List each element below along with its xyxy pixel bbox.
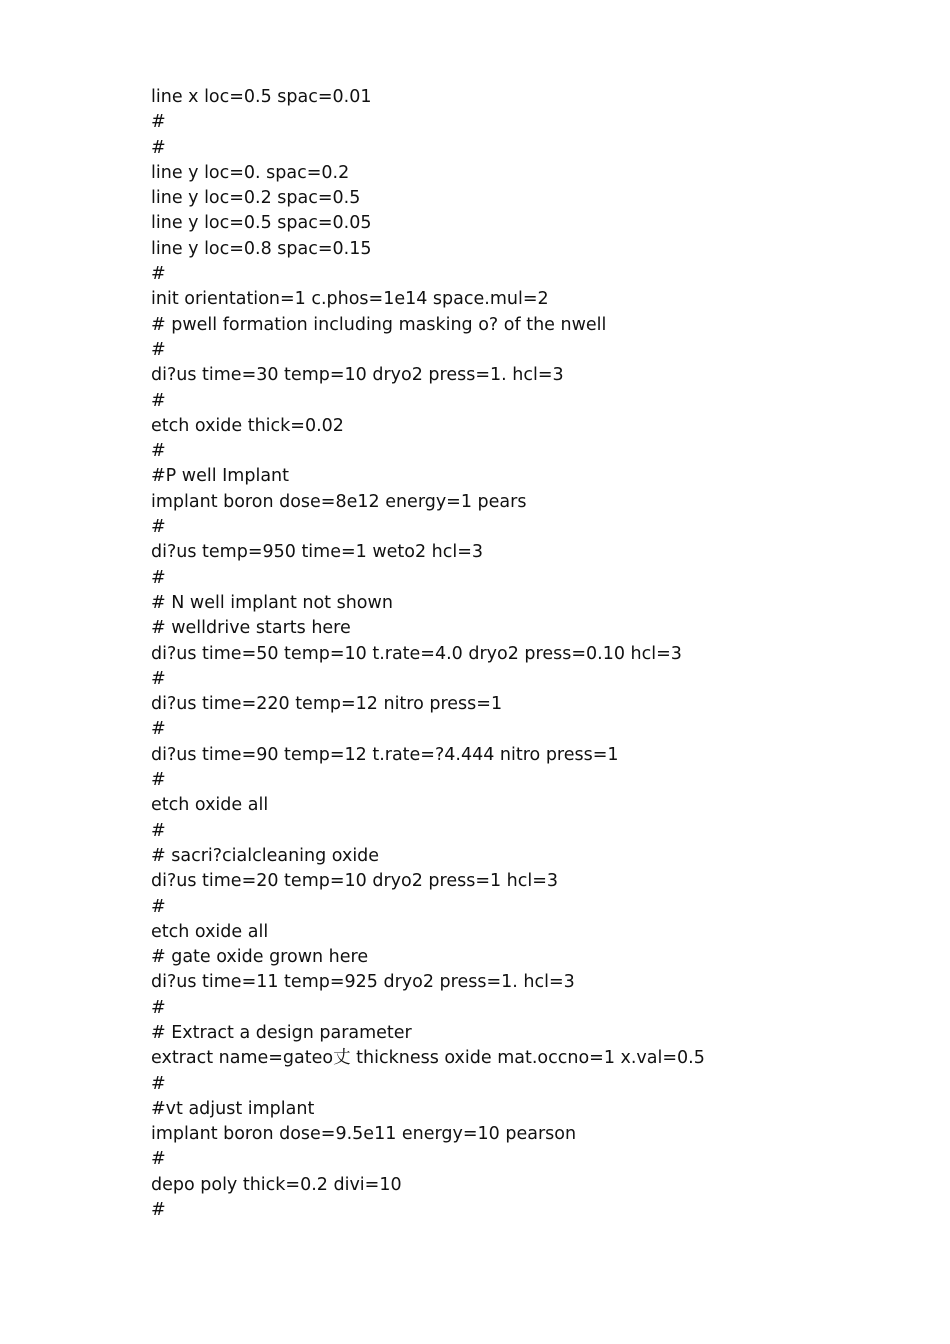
script-line: depo poly thick=0.2 divi=10 <box>151 1174 402 1195</box>
script-line: # <box>151 1200 166 1221</box>
script-line: # <box>151 567 166 588</box>
script-line: line y loc=0.8 spac=0.15 <box>151 238 372 259</box>
script-line: # <box>151 441 166 462</box>
script-line: # welldrive starts here <box>151 618 351 639</box>
script-line: di?us time=90 temp=12 t.rate=?4.444 nitro press=1 <box>151 744 619 765</box>
script-line: di?us time=30 temp=10 dryo2 press=1. hcl=3 <box>151 365 564 386</box>
script-listing <box>151 85 705 1223</box>
script-line: line y loc=0.5 spac=0.05 <box>151 213 372 234</box>
script-line: line y loc=0.2 spac=0.5 <box>151 188 361 209</box>
script-line: # <box>151 770 166 791</box>
script-line: init orientation=1 c.phos=1e14 space.mul=2 <box>151 289 549 310</box>
script-line: # <box>151 1073 166 1094</box>
script-line: etch oxide thick=0.02 <box>151 415 344 436</box>
script-line: # <box>151 517 166 538</box>
script-line: # <box>151 997 166 1018</box>
script-line: # <box>151 137 166 158</box>
script-line: etch oxide all <box>151 795 269 816</box>
script-line: extract name=gateo丈 thickness oxide mat.occno=1 x.val=0.5 <box>151 1048 705 1069</box>
script-line: di?us time=20 temp=10 dryo2 press=1 hcl=3 <box>151 871 559 892</box>
script-line: # gate oxide grown here <box>151 947 369 968</box>
script-line: # <box>151 264 166 285</box>
script-line: implant boron dose=9.5e11 energy=10 pearson <box>151 1124 577 1145</box>
script-line: line y loc=0. spac=0.2 <box>151 162 350 183</box>
script-line: di?us temp=950 time=1 weto2 hcl=3 <box>151 542 484 563</box>
script-line: etch oxide all <box>151 921 269 942</box>
script-line: # <box>151 896 166 917</box>
script-line: #vt adjust implant <box>151 1098 315 1119</box>
script-line: # <box>151 668 166 689</box>
script-line: # pwell formation including masking o? of the nwell <box>151 314 607 335</box>
script-line: # Extract a design parameter <box>151 1022 412 1043</box>
script-line: # N well implant not shown <box>151 592 393 613</box>
script-line: di?us time=50 temp=10 t.rate=4.0 dryo2 press=0.10 hcl=3 <box>151 643 682 664</box>
script-line: # <box>151 719 166 740</box>
script-line: implant boron dose=8e12 energy=1 pears <box>151 491 527 512</box>
script-line: di?us time=11 temp=925 dryo2 press=1. hcl=3 <box>151 972 575 993</box>
script-line: # sacri?cialcleaning oxide <box>151 845 380 866</box>
script-line: line x loc=0.5 spac=0.01 <box>151 87 372 107</box>
script-line: # <box>151 390 166 411</box>
script-line: # <box>151 339 166 360</box>
script-line: #P well Implant <box>151 466 290 487</box>
script-line: # <box>151 1149 166 1170</box>
script-line: # <box>151 112 166 133</box>
script-line: di?us time=220 temp=12 nitro press=1 <box>151 694 503 715</box>
script-line: # <box>151 820 166 841</box>
